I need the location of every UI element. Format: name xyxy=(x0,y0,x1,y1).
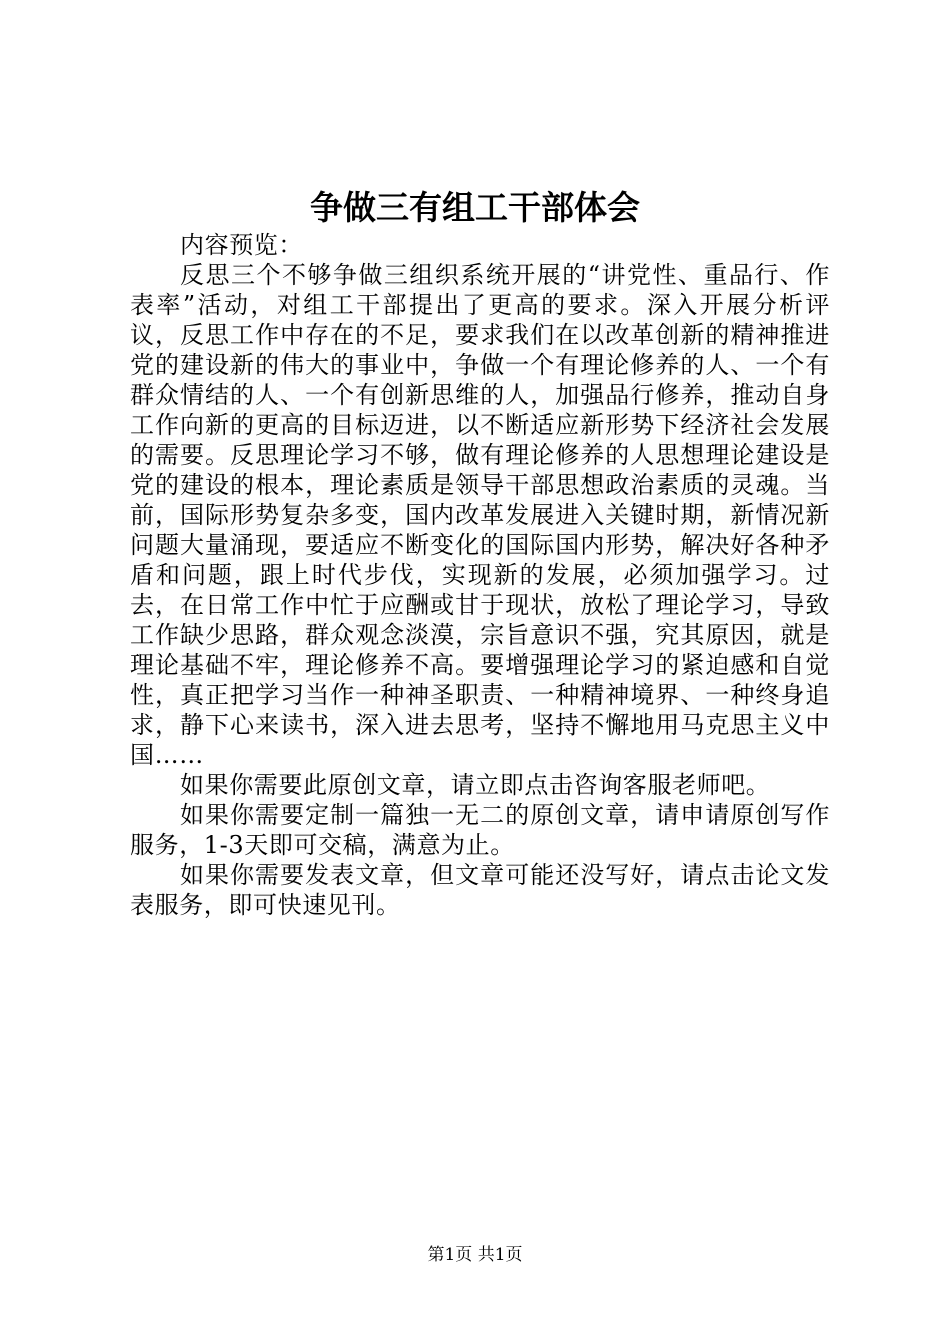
document-title: 争做三有组工干部体会 xyxy=(310,188,640,227)
notice-custom-writing-link[interactable]: 如果你需要定制一篇独一无二的原创文章，请申请原创写作服务，1-3天即可交稿，满意为止。 xyxy=(130,801,830,859)
document-body xyxy=(130,230,830,920)
preview-label: 内容预览： xyxy=(180,231,303,259)
page-footer: 第1页 共1页 xyxy=(427,1245,523,1265)
notice-publish-link[interactable]: 如果你需要发表文章，但文章可能还没写好，请点击论文发表服务，即可快速见刊。 xyxy=(130,861,830,919)
notice-consult-link[interactable]: 如果你需要此原创文章，请立即点击咨询客服老师吧。 xyxy=(180,771,771,799)
main-paragraph: 反思三个不够争做三组织系统开展的“讲党性、重品行、作表率”活动，对组工干部提出了更高的要求。深入开展分析评议，反思工作中存在的不足，要求我们在以改革创新的精神推进党的建设新的伟大的事业中，争做一个有理论修养的人、一个有群众情结的人、一个有创新思维的人，加强品行修养，推动自身工作向新的更高的目标迈进，以不断适应新形势下经济社会发展的需要。反思理论学习不够，做有理论修养的人思想理论建设是党的建设的根本，理论素质是领导干部思想政治素质的灵魂。当前，国际形势复杂多变，国内改革发展进入关键时期，新情况新问题大量涌现，要适应不断变化的国际国内形势，解决好各种矛盾和问题，跟上时代步伐，实现新的发展，必须加强学习。过去，在日常工作中忙于应酬或甘于现状，放松了理论学习，导致工作缺少思路，群众观念淡漠，宗旨意识不强，究其原因，就是理论基础不牢，理论修养不高。要增强理论学习的紧迫感和自觉性，真正把学习当作一种神圣职责、一种精神境界、一种终身追求，静下心来读书，深入进去思考，坚持不懈地用马克思主义中国…… xyxy=(130,261,830,769)
